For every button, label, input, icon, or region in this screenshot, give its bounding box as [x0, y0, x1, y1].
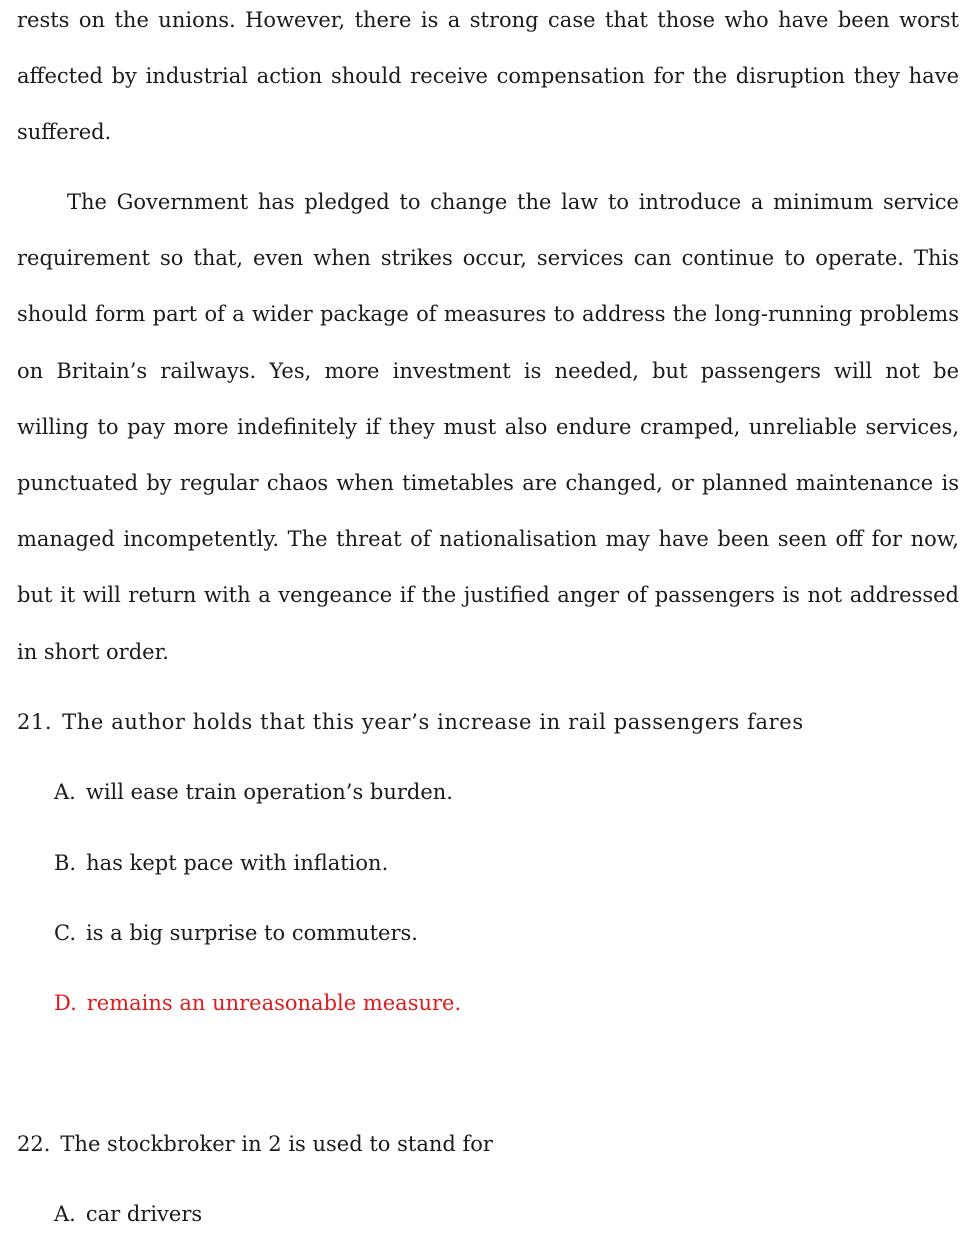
option-letter: B.: [54, 851, 77, 875]
question-22-stem: [17, 1129, 493, 1159]
option-letter: D.: [54, 991, 77, 1015]
passage-paragraph-1: rests on the unions. However, there is a strong case that those who have been worst affected by industrial action should receive compensation for the disruption they have suffered.: [17, 8, 959, 145]
question-number: 22.: [17, 1132, 51, 1156]
option-letter: C.: [54, 921, 76, 945]
option-text: remains an unreasonable measure.: [86, 991, 462, 1015]
passage-paragraph-2: The Government has pledged to change the law to introduce a minimum service requirement so that, even when strikes occur, services can continue to operate. This should form part of a wider package of measures to address the long-running problems on Britain’s railways. Yes, more investment is needed, but passengers will not be willing to pay more indefinitely if they must also endure cramped, unreliable services, punctuated by regular chaos when timetables are changed, or planned maintenance is managed incompetently. The threat of nationalisation may have been seen off for now, but it will return with a vengeance if the justified anger of passengers is not addressed in short order.: [17, 190, 959, 664]
option-text: car drivers: [85, 1202, 203, 1226]
question-number: 21.: [17, 710, 53, 734]
question-21-option-d-answer: [54, 988, 461, 1018]
question-22-option-a: [54, 1199, 202, 1229]
option-letter: A.: [54, 780, 76, 804]
option-letter: A.: [54, 1202, 76, 1226]
option-text: will ease train operation’s burden.: [85, 780, 453, 804]
question-text: The stockbroker in 2 is used to stand for: [60, 1132, 493, 1156]
question-21-option-c: [54, 918, 418, 948]
question-21-option-b: [54, 848, 388, 878]
option-text: has kept pace with inflation.: [86, 851, 389, 875]
question-text: The author holds that this year’s increase in rail passengers fares: [62, 710, 804, 734]
option-text: is a big surprise to commuters.: [86, 921, 418, 945]
question-21-stem: [17, 707, 804, 737]
question-21-option-a: [54, 777, 453, 807]
